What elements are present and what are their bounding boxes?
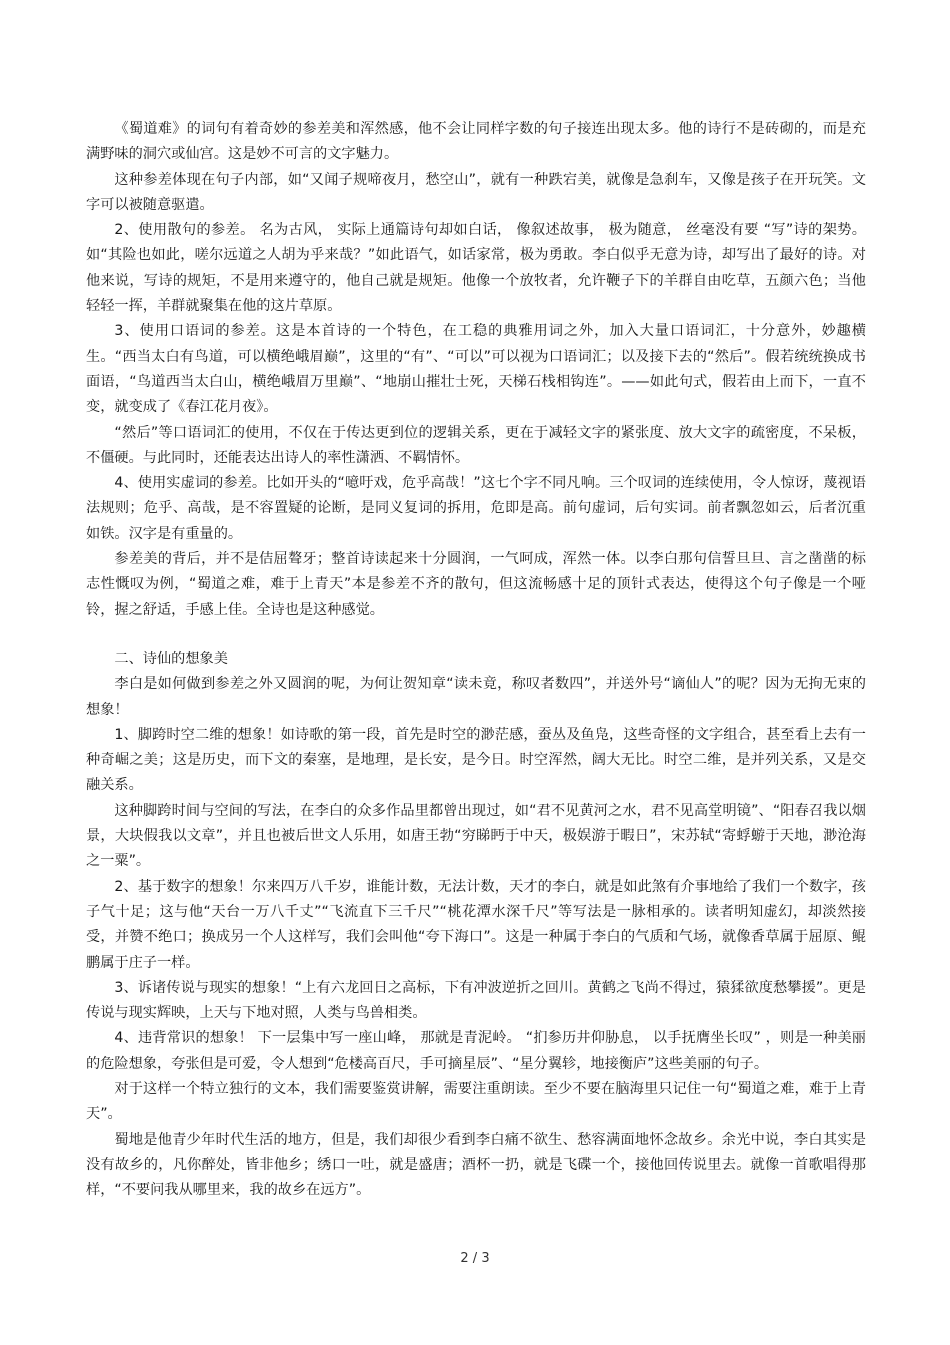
paragraph-15: 蜀地是他青少年时代生活的地方，但是，我们却很少看到李白痛不欲生、愁容满面地怀念故乡。余光中说，李白其实是没有故乡的，凡你醉处，皆非他乡；绣口一吐，就是盛唐；酒杯一扔，就是飞碟一个，接他回传说里去。就像一首歌唱得那样，“不要问我从哪里来，我的故乡在远方”。 <box>86 1131 866 1199</box>
paragraph-4: 3、使用口语词的参差。这是本首诗的一个特色，在工稳的典雅用词之外，加入大量口语词汇，十分意外，妙趣横生。“西当太白有鸟道，可以横绝峨眉巅”，这里的“有”、“可以”可以视为口语词汇；以及接下去的“然后”。假若统统换成书面语，“鸟道西当太白山，横绝峨眉万里巅”、“地崩山摧壮士死，天梯石栈相钩连”。——如此句式，假若由上而下，一直不变，就变成了《春江花月夜》。 <box>86 323 866 416</box>
paragraph-11: 2、基于数字的想象！尔来四万八千岁，谁能计数，无法计数，天才的李白，就是如此煞有介事地给了我们一个数字，孩子气十足；这与他“天台一万八千丈”“飞流直下三千尺”“桃花潭水深千尺”等写法是一脉相承的。读者明知虚幻，却淡然接受，并赞不绝口；换成另一个人这样写，我们会叫他“夸下海口”。这是一种属于李白的气质和气场，就像香草属于屈原、鲲鹏属于庄子一样。 <box>86 878 866 971</box>
paragraph-13: 4、违背常识的想象！ 下一层集中写一座山峰， 那就是青泥岭。 “扪参历井仰胁息， 以手抚膺坐长叹” ，则是一种美丽的危险想象，夸张但是可爱，令人想到“危楼高百尺，手可摘星辰”、“星分翼轸，地接衡庐”这些美丽的句子。 <box>86 1030 866 1072</box>
paragraph-14: 对于这样一个特立独行的文本，我们需要鉴赏讲解，需要注重朗读。至少不要在脑海里只记住一句“蜀道之难，难于上青天”。 <box>86 1080 866 1123</box>
section-heading: 二、诗仙的想象美 <box>114 650 228 667</box>
paragraph-9: 1、脚跨时空二维的想象！如诗歌的第一段，首先是时空的渺茫感，蚕丛及鱼凫，这些奇怪的文字组合，甚至看上去有一种奇崛之美；这是历史，而下文的秦塞，是地理，是长安，是今日。时空浑然，阔大无比。时空二维，是并列关系，又是交融关系。 <box>86 726 866 794</box>
article-body <box>86 117 866 1203</box>
paragraph-12: 3、诉诸传说与现实的想象！“上有六龙回日之高标，下有冲波逆折之回川。黄鹤之飞尚不得过，猿猱欲度愁攀援”。更是传说与现实辉映，上天与下地对照，人类与鸟兽相类。 <box>86 979 866 1022</box>
paragraph-1: 《蜀道难》的词句有着奇妙的参差美和浑然感，他不会让同样字数的句子接连出现太多。他的诗行不是砖砌的，而是充满野味的洞穴或仙宫。这是妙不可言的文字魅力。 <box>86 121 866 163</box>
page-number: 2 / 3 <box>460 1251 490 1266</box>
paragraph-2: 这种参差体现在句子内部，如“又闻子规啼夜月，愁空山”，就有一种跌宕美，就像是急刹车，又像是孩子在开玩笑。文字可以被随意驱遣。 <box>86 171 866 213</box>
paragraph-10: 这种脚跨时间与空间的写法，在李白的众多作品里都曾出现过，如“君不见黄河之水，君不见高堂明镜”、“阳春召我以烟景，大块假我以文章”，并且也被后世文人乐用，如唐王勃“穷睇眄于中天，极娱游于暇日”，宋苏轼“寄蜉蝣于天地，渺沧海之一粟”。 <box>86 802 866 870</box>
paragraph-7: 参差美的背后，并不是佶屈聱牙；整首诗读起来十分圆润，一气呵成，浑然一体。以李白那句信誓旦旦、言之凿凿的标志性慨叹为例，“蜀道之难，难于上青天”本是参差不齐的散句，但这流畅感十足的顶针式表达，使得这个句子像是一个哑铃，握之舒适，手感上佳。全诗也是这种感觉。 <box>86 551 866 618</box>
paragraph-5: “然后”等口语词汇的使用，不仅在于传达更到位的逻辑关系，更在于减轻文字的紧张度、放大文字的疏密度，不呆板，不僵硬。与此同时，还能表达出诗人的率性潇洒、不羁情怀。 <box>86 424 866 466</box>
paragraph-6: 4、使用实虚词的参差。比如开头的“噫吁戏，危乎高哉！”这七个字不同凡响。三个叹词的连续使用，令人惊讶，蔑视语法规则；危乎、高哉，是不容置疑的论断，是同义复词的拆用，危即是高。前句虚词，后句实词。前者飘忽如云，后者沉重如铁。汉字是有重量的。 <box>86 475 866 542</box>
paragraph-8: 李白是如何做到参差之外又圆润的呢，为何让贺知章“读未竟，称叹者数四”，并送外号“谪仙人”的呢？因为无拘无束的想象！ <box>86 676 866 718</box>
paragraph-3: 2、使用散句的参差。 名为古风， 实际上通篇诗句却如白话， 像叙述故事， 极为随意， 丝毫没有要 “写”诗的架势。如“其险也如此，嗟尔远道之人胡为乎来哉？”如此语气，如话家常，极为勇敢。李白似乎无意为诗，却写出了最好的诗。对他来说，写诗的规矩，不是用来遵守的，他自己就是规矩。他像一个放牧者，允许鞭子下的羊群自由吃草，五颜六色；当他轻轻一挥，羊群就聚集在他的这片草原。 <box>86 222 866 315</box>
